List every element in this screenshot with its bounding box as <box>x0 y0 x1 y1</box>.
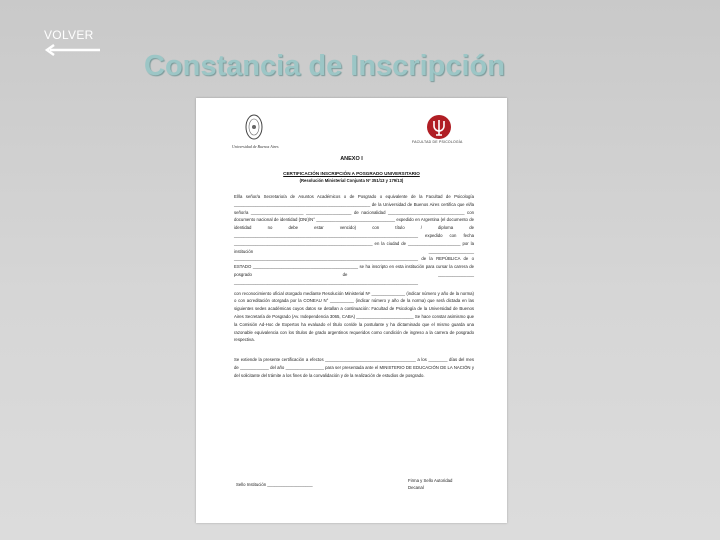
university-name: Universidad de Buenos Aires <box>232 144 279 149</box>
certificate-subtitle: (Resolución Ministerial Conjunta Nº 351/13 y 179/13) <box>299 178 404 183</box>
signature-label: Firma y Sello Autoridad <box>408 478 453 483</box>
body-paragraph: Se extiende la presente certificación a efectos ______________________________________ a los ________ días del mes de ____________ del año ________________ para ser presentada ante el MINISTERIO DE EDUCACIÓN DE LA NACIÓN y del solicitante del trámite a los fines de la convalidación y de la realización de estudios de posgrado. <box>234 357 474 378</box>
back-label: VOLVER <box>44 28 94 42</box>
signature-label-role: Decanal <box>408 484 424 490</box>
document-header <box>196 98 507 158</box>
institution-seal-line: Sello Institución ___________________ <box>236 482 313 487</box>
annex-heading: ANEXO I <box>340 156 363 162</box>
constancia-document <box>196 98 507 523</box>
uba-seal-icon <box>244 113 264 141</box>
signature-block <box>408 478 452 491</box>
page-title: Constancia de Inscripción <box>144 50 505 82</box>
body-paragraph: con reconocimiento oficial otorgado mediante Resolución Ministerial Nº ______________ (indicar número y año de la norma) o con acreditación otorgada por la CONEAU N° __________ (indicar número y año de la norma) que será dictada en las siguientes sedes académicas cuyos datos se detallan a continuación: Facultad de Psicología de la Universidad de Buenos Aires Secretaría de Posgrado (Av. Independencia 3065, CABA) ________________________ Se hace constar asimismo que la Comisión Ad-Hoc de Expertos ha evaluado el título con/de la postulante y ha dictaminado que el mismo guarda una razonable equivalencia con los títulos de grado argentinos requeridos como condición de ingreso a la carrera de posgrado respectiva. <box>234 290 474 343</box>
document-body <box>234 193 474 383</box>
back-link[interactable] <box>44 28 102 56</box>
certificate-title: CERTIFICACIÓN INSCRIPCIÓN A POSGRADO UNIVERSITARIO <box>283 171 420 176</box>
psi-logo-icon <box>426 114 452 140</box>
body-paragraph: El/la señor/a Secretario/a de Asuntos Académicos o de Posgrado o equivalente de la Facultad de Psicología _________________________________________________________ de la Universidad de Buenos Aires certifica que el/la señor/a ______________________ ___________________ de nacionalidad ________________________________ con documento nacional de identidad (DNI)/N° _________________________________ expedido en Argentina (el documento de identidad no debe estar vencido) con título / diploma de _____________________________________________________________________________ expedido con fecha __________________________________________________________ en la ciudad de ______________________ por la institución ___________________ _____________________________________________________________________________ de la REPÚBLICA de o ESTADO ____________________________________________ se ha inscripto en esta institución para cursar la carrera de posgrado de _______________ _____________________________________________________________________________ <box>234 194 474 285</box>
faculty-name: FACULTAD DE PSICOLOGÍA <box>412 140 463 144</box>
arrow-left-icon <box>44 44 102 56</box>
